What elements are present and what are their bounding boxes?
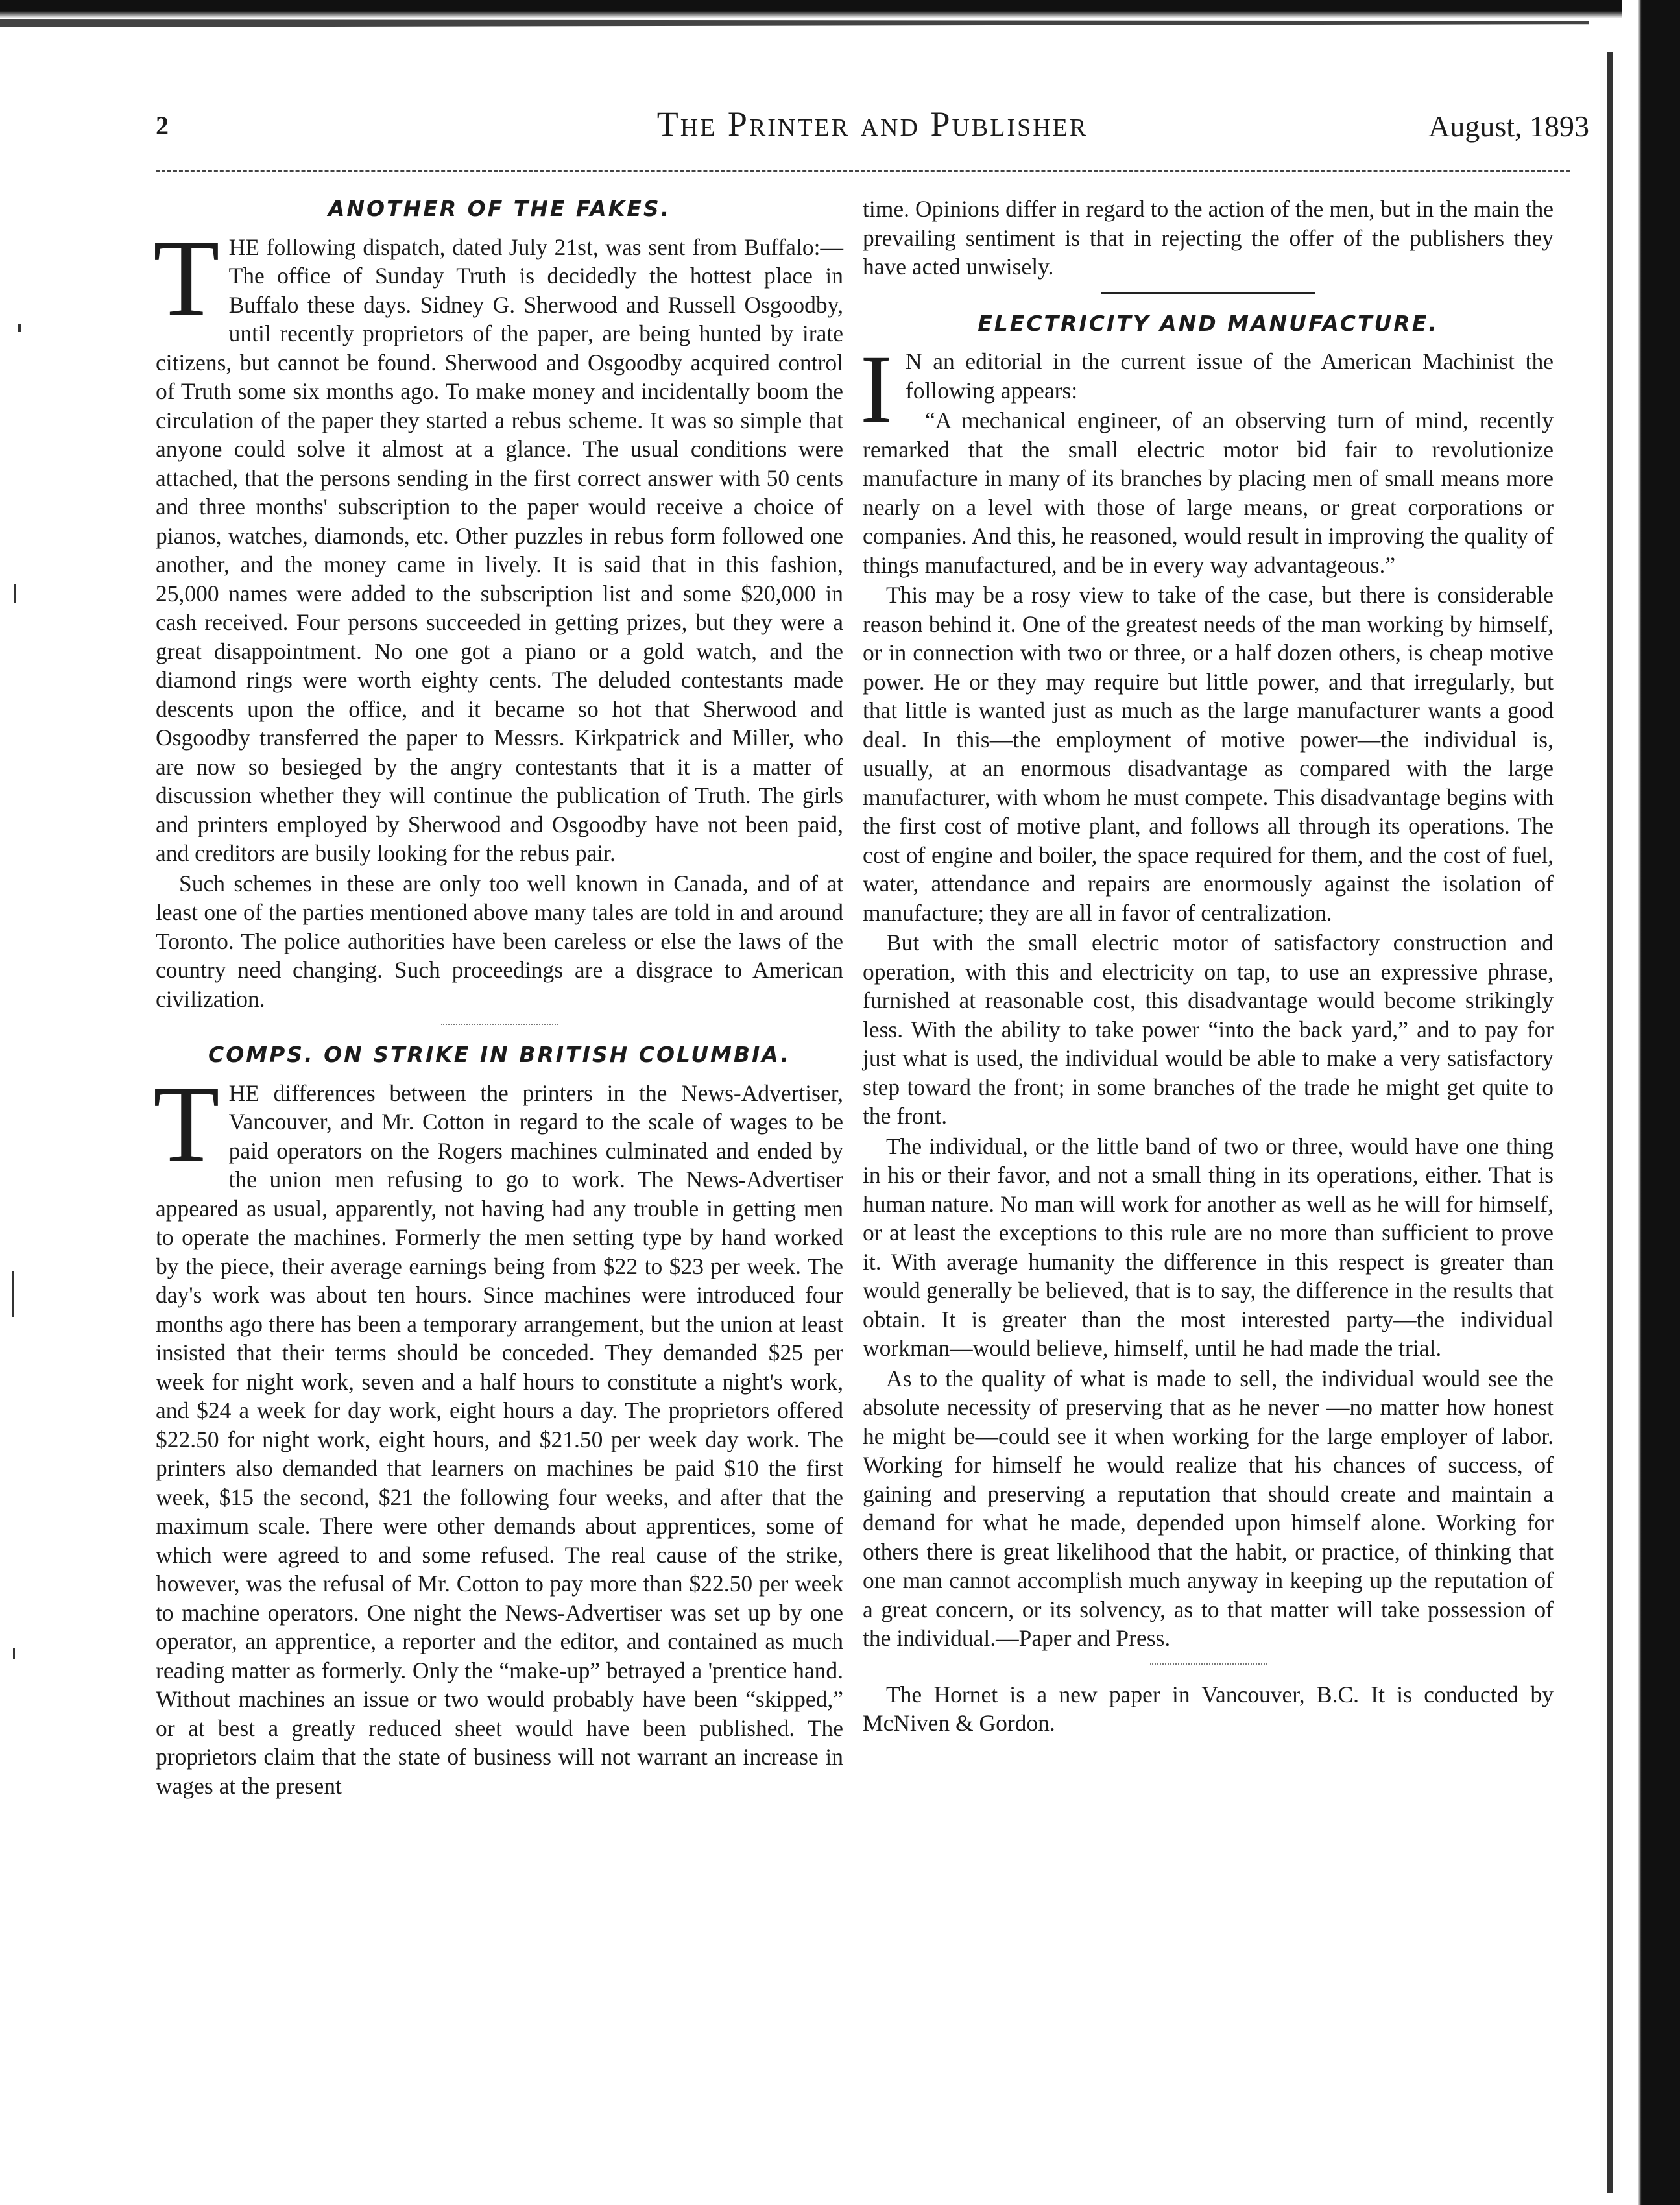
article-paragraph: The individual, or the little band of two or three, would have one thing in his or their favor, and not a small thing in its operations, either. That is human nature. No man will work for another as well as he will for himself, or at least the exceptions to this rule are no more than sufficient to prove it. With average humanity the difference in this respect is greater than would generally be believed, that is to say, the difference in the results that obtain. It is greater than the most interested party—the individual workman—would believe, himself, until he had made the trial. (863, 1133, 1554, 1361)
news-brief: The Hornet is a new paper in Vancouver, B.C. It is conducted by McNiven & Gordon. (863, 1681, 1554, 1736)
issue-date: August, 1893 (1428, 110, 1589, 143)
page-header (156, 104, 1589, 162)
article-continuation: time. Opinions differ in regard to the action of the men, but in the main the prevailing sentiment is that in rejecting the offer of the publishers they have acted unwisely. (863, 196, 1554, 280)
drop-cap: I (860, 335, 893, 443)
article-paragraph: Such schemes in these are only too well known in Canada, and of at least one of the parties mentioned above many tales are told in and around Toronto. The police authorities have been careless or else the laws of the country need changing. Such proceedings are a disgrace to American civilization. (156, 870, 843, 1012)
section-divider (1101, 292, 1315, 294)
publication-title: The Printer and Publisher (656, 104, 1088, 143)
section-divider (441, 1024, 558, 1025)
scan-right-line (1607, 52, 1613, 2193)
scan-top-shadow (0, 19, 1589, 27)
page-number: 2 (156, 111, 169, 140)
article-paragraph: THE following dispatch, dated July 21st, was sent from Buffalo:—The office of Sunday Truth is decidedly the hottest place in Buffalo these days. Sidney G. Sherwood and Russell Osgoodby, until recently proprietors of the paper, are being hunted by irate citizens, but cannot be found. Sherwood and Osgoodby acquired control of Truth some six months ago. To make money and incidentally boom the circulation of the paper they started a rebus scheme. It was so simple that anyone could solve it almost at a glance. The usual conditions were attached, that the persons sending in the first correct answer with 50 cents and three months' subscription to the paper would receive a choice of pianos, watches, diamonds, etc. Other puzzles in rebus form followed one another, and the money came in lively. It is said that in this fashion, 25,000 names were added to the subscription list and some $20,000 in cash received. Four persons succeeded in getting prizes, but they were a great disappointment. No one got a piano or a gold watch, and the diamond rings were worth eighty cents. The deluded contestants made descents upon the office, and it became so hot that Sherwood and Osgoodby transferred the paper to Messrs. Kirkpatrick and Miller, who are now so besieged by the angry contestants that it is a matter of discussion whether they will continue the publication of Truth. The girls and printers employed by Sherwood and Osgoodby have not been paid, and creditors are busily looking for the rebus pair. (153, 217, 843, 866)
drop-cap: T (153, 217, 220, 339)
article-headline-strike: COMPS. ON STRIKE IN BRITISH COLUMBIA. (208, 1042, 791, 1067)
scan-speck (18, 324, 21, 332)
section-divider (1150, 1663, 1267, 1665)
left-column (153, 195, 843, 1801)
scan-right-edge (1622, 0, 1680, 2205)
article-paragraph: As to the quality of what is made to sell, the individual would see the absolute necessity of preserving that as he never —no matter how honest he might be—could see it when working for the large employer of labor. Working for himself he would realize that his chances of success, of gaining and preserving a reputation that should create and maintain a demand for what he made, depended upon himself alone. Working for others there is great likelihood that the habit, or practice, of thinking that one man cannot accomplish much anyway in keeping up the reputation of a great concern, or its solvency, as to that matter will take possession of the individual.—Paper and Press. (863, 1365, 1554, 1651)
article-headline-fakes: ANOTHER OF THE FAKES. (328, 196, 671, 221)
article-quote: “A mechanical engineer, of an observing turn of mind, recently remarked that the small electric motor bid fair to revolutionize manufacture in many of its branches by placing men of small means more nearly on a level with those of large means, or great corporations or companies. And this, he reasoned, would result in improving the quality of things manufactured, and be in every way advantageous.” (863, 407, 1554, 578)
article-headline-electricity: ELECTRICITY AND MANUFACTURE. (978, 310, 1439, 336)
scan-speck (13, 1648, 15, 1659)
article-paragraph: THE differences between the printers in the News-Advertiser, Vancouver, and Mr. Cotton in regard to the scale of wages to be paid operators on the Rogers machines culminated and ended by the union men refusing to go to work. The News-Advertiser appeared as usual, apparently, not having had any trouble in getting men to operate the machines. Formerly the men setting type by hand worked by the piece, their average earnings being from $22 to $23 per week. The day's work was about ten hours. Since machines were introduced four months ago there has been a temporary arrangement, but the union at least insisted that their terms should be conceded. They demanded $25 per week for night work, seven and a half hours to constitute a night's work, and $24 a week for day work, eight hours a day. The proprietors offered $22.50 for night work, eight hours, and $21.50 per week day work. The printers also demanded that learners on machines be paid $10 the first week, $15 the second, $21 the following four weeks, and after that the maximum scale. There were other demands about apprentices, some of which were agreed to and some refused. The real cause of the strike, however, was the refusal of Mr. Cotton to pay more than $22.50 per week to machine operators. One night the News-Advertiser was set up by one operator, an apprentice, a reporter and the editor, and contained as much reading matter as formerly. Only the “make-up” betrayed a 'prentice hand. Without machines an issue or two would probably have been “skipped,” or at best a greatly reduced sheet would have been published. The proprietors claim that the state of business will not warrant an increase in wages at the present (153, 1063, 843, 1799)
article-paragraph: But with the small electric motor of satisfactory construction and operation, with this and electricity on tap, to use an expressive phrase, furnished at reasonable cost, this disadvantage would become strikingly less. With the ability to take power “into the back yard,” and to pay for just what is used, the individual would be able to make a very satisfactory step toward the front; in some branches of the trade he might get quite to the front. (863, 930, 1554, 1129)
scan-speck (14, 584, 16, 603)
header-rule (156, 170, 1570, 172)
right-column (860, 195, 1554, 1739)
article-intro: I N an editorial in the current issue of the American Machinist the following appears: (860, 335, 1554, 443)
scan-top-edge (0, 0, 1680, 18)
scan-speck (12, 1271, 14, 1317)
article-paragraph: This may be a rosy view to take of the case, but there is considerable reason behind it. One of the greatest needs of the man working by himself, or in connection with two or three, or a half dozen others, is cheap motive power. He or they may require but little power, and that irregularly, but that little is wanted just as much as the large manufacturer wants a good deal. In this—the employment of motive power—the individual is, usually, at an enormous disadvantage as compared with the large manufacturer, with whom he must compete. This disadvantage begins with the first cost of motive plant, and follows all through its operations. The cost of engine and boiler, the space required for them, and the cost of fuel, water, attendance and repairs are enormously against the isolation of manufacture; they are all in favor of centralization. (863, 582, 1554, 926)
drop-cap: T (153, 1063, 220, 1185)
